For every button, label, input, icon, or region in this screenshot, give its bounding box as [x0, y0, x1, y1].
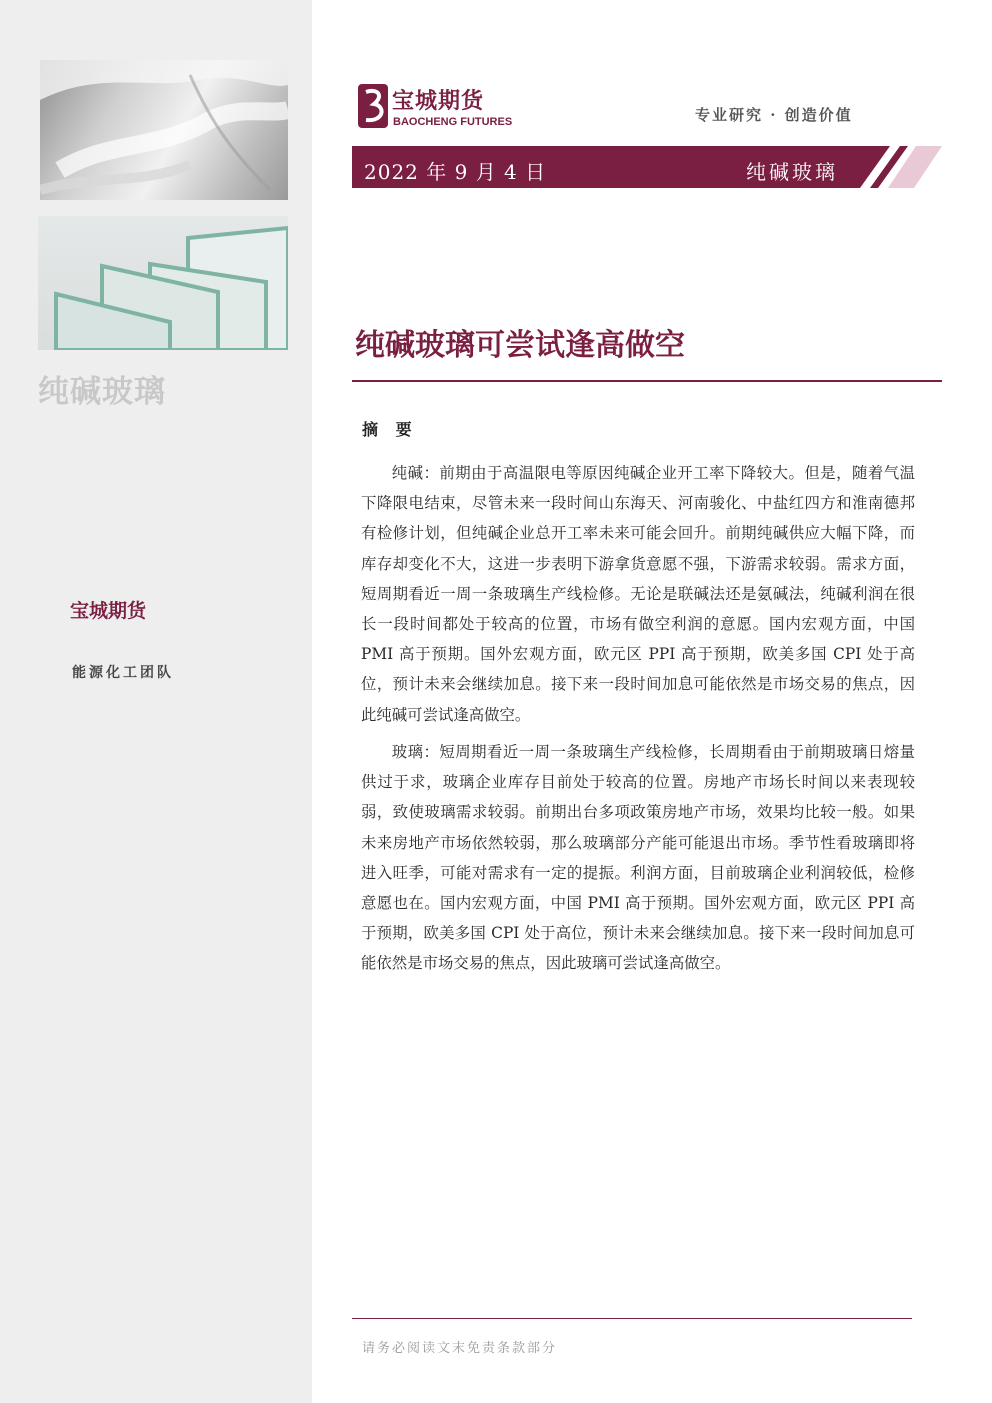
abstract-heading: 摘 要 — [362, 420, 418, 439]
cover-photo-glass — [38, 216, 288, 350]
sidebar — [0, 0, 312, 1403]
cover-photo-fabric — [40, 60, 288, 200]
title-divider — [352, 380, 942, 382]
paragraph-soda-ash: 纯碱：前期由于高温限电等原因纯碱企业开工率下降较大。但是，随着气温下降限电结束，尽管未来一段时间山东海天、河南骏化、中盐红四方和淮南德邦有检修计划，但纯碱企业总开工率未来可能会回升。前期纯碱供应大幅下降，而库存却变化不大，这进一步表明下游拿货意愿不强，下游需求较弱。需求方面，短周期看近一周一条玻璃生产线检修。无论是联碱法还是氨碱法，纯碱利润在很长一段时间都处于较高的位置，市场有做空利润的意愿。国内宏观方面，中国 PMI 高于预期。国外宏观方面，欧元区 PPI 高于预期，欧美多国 CPI 处于高位，预计未来会继续加息。接下来一段时间加息可能依然是市场交易的焦点，因此纯碱可尝试逢高做空。 — [361, 464, 915, 724]
report-date: 2022 年 9 月 4 日 — [364, 160, 547, 184]
sidebar-team: 能源化工团队 — [72, 665, 174, 681]
paragraph-glass: 玻璃：短周期看近一周一条玻璃生产线检修，长周期看由于前期玻璃日熔量供过于求，玻璃企业库存目前处于较高的位置。房地产市场长时间以来表现较弱，致使玻璃需求较弱。前期出台多项政策房地产市场，效果均比较一般。如果未来房地产市场依然较弱，那么玻璃部分产能可能退出市场。季节性看玻璃即将进入旺季，可能对需求有一定的提振。利润方面，目前玻璃企业利润较低，检修意愿也在。国内宏观方面，中国 PMI 高于预期。国外宏观方面，欧元区 PPI 高于预期，欧美多国 CPI 处于高位，预计未来会继续加息。接下来一段时间加息可能依然是市场交易的焦点，因此玻璃可尝试逢高做空。 — [361, 743, 915, 973]
sidebar-company: 宝城期货 — [70, 600, 147, 622]
glass-panes-illustration — [38, 216, 288, 350]
page-title: 纯碱玻璃可尝试逢高做空 — [355, 328, 685, 363]
logo-text-cn: 宝城期货 — [392, 88, 485, 114]
footer-disclaimer: 请务必阅读文末免责条款部分 — [362, 1341, 558, 1356]
fabric-illustration — [40, 60, 288, 200]
footer-divider — [352, 1318, 912, 1319]
sidebar-title: 纯碱玻璃 — [38, 374, 166, 410]
slogan: 专业研究 · 创造价值 — [695, 106, 853, 124]
logo-text-en: BAOCHENG FUTURES — [393, 116, 513, 128]
report-topic: 纯碱玻璃 — [746, 160, 838, 184]
